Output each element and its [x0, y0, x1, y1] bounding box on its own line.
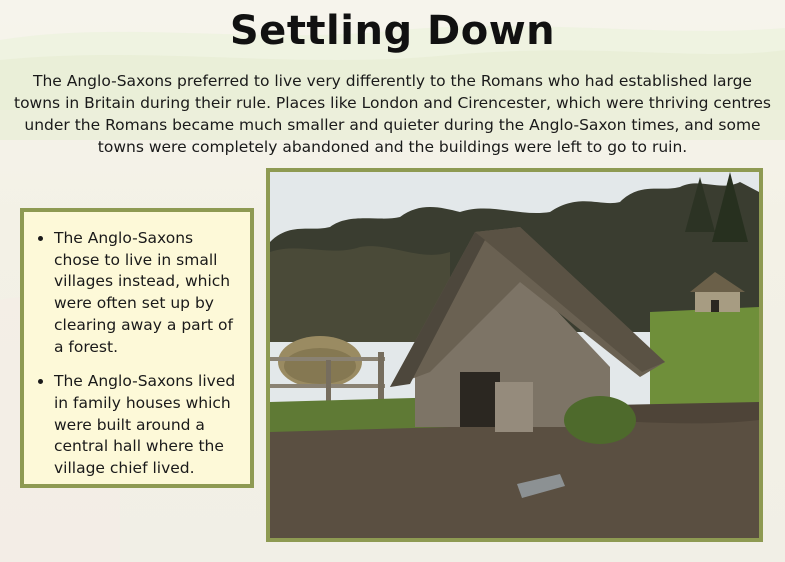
bullet-item-villages: • The Anglo-Saxons chose to live in small villages instead, which were often set up by clearing away a part of a forest. [54, 228, 240, 358]
house-photo-illustration [270, 172, 759, 538]
bullet-box [20, 208, 254, 488]
bullet-item-houses: • The Anglo-Saxons lived in family houses which were built around a central hall where the village chief lived. [54, 371, 240, 480]
bullet-list [24, 212, 250, 480]
anglo-saxon-house-photo [266, 168, 763, 542]
page-title: Settling Down [229, 8, 556, 54]
intro-paragraph: The Anglo-Saxons preferred to live very differently to the Romans who had established large towns in Britain during their rule. Places like London and Cirencester, which were thriving centres under the Romans became much smaller and quieter during the Anglo-Saxon times, and some towns were completely abandoned and the buildings were left to go to ruin. [14, 72, 772, 156]
